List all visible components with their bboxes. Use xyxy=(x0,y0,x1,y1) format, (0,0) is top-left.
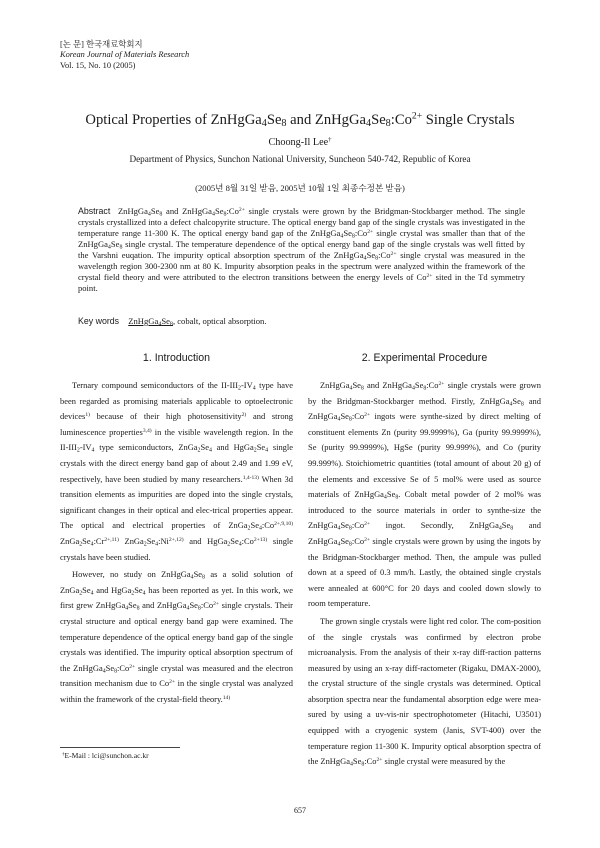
abstract-label: Abstract xyxy=(78,206,111,216)
paper-title: Optical Properties of $ZnHgGa_4Se_8$ and $ZnHgGa_4Se_8:Co^{2+}$ Single Crystals xyxy=(85,110,515,130)
footnote-divider xyxy=(60,747,180,748)
experimental-paragraph-2: The grown single crystals were light red color. The com-position of the single crystals was confirmed by electron probe microanalysis. From the analysis of their x-ray diff-raction patterns measured by using an x-ray diff-ractometer (Rigaku, DMAX-2000), the crystal structure of the single crystals was determined. Optical absorption spectra near the fundamental absorption edge were mea-sured by using a uv-vis-nir spectrophotometer (Hitachi, U3501) equipped with a cryogenic system (Janis, SVT-400) over the temperature region 11-300 K. Impurity optical absorption spectra of the $ZnHgGa_4Se_8:Co^{2+}$ single crystal were measured by the xyxy=(308,615,541,768)
journal-header xyxy=(60,40,189,71)
keywords-rest: , cobalt, optical absorption. xyxy=(172,316,267,326)
received-dates: (2005년 8월 31일 받음, 2005년 10월 1일 최종수정본 받음) xyxy=(195,183,405,193)
keyword-first: $ZnHgGa_4Se_8$ xyxy=(128,316,173,328)
intro-paragraph-2: However, no study on $ZnHgGa_4Se_8$ as a solid solution of $ZnGa_2Se_4$ and $HgGa_2Se_4$ has been reported as yet. In this work, we first grew $ZnHgGa_4Se_8$ and $ZnHgGa_4Se_8:Co^{2+}$ single crystals. Their crystal structure and optical energy band gap were examined. The temperature dependence of the optical energy band gap of the single crystals was identified. The impurity optical absorption spectrum of the $ZnHgGa_4Se_8:Co^{2+}$ single crystal was measured and the electron transition mechanism due to $Co^{2+}$ in the single crystal was analyzed within the framework of the crystal-field theory.$^{14)}$ xyxy=(60,569,294,704)
page-number: 657 xyxy=(294,806,306,815)
keywords-label: Key words xyxy=(78,316,120,326)
experimental-paragraph-1: $ZnHgGa_4Se_8$ and $ZnHgGa_4Se_8:Co^{2+}$ single crystals were grown by the Bridgman-Stockbarger method. Firstly, $ZnHgGa_4Se_8$ and $ZnHgGa_4Se_8:Co^{2+}$ ingots were synthe-sized by direct melting of constituent elements Zn (purity 99.9999%), Ga (purity 99.9999%), Se (purity 99.9999%), HgSe (purity 99.999%), and Co (purity 99.999%). Stoichiometric quantities (total amount of about 20 g) of the elements and excessive Se of 5 mol% were used as source materials of $ZnHgGa_4Se_8$. Cobalt metal powder of 2 mol% was introduced to the source materials in order to synthe-size the $ZnHgGa_4Se_8:Co^{2+}$ ingot. Secondly, $ZnHgGa_4Se_8$ and $ZnHgGa_4Se_8:Co^{2+}$ single crystals were grown by using the ingots by the Bridgman-Stockbarger method. Then, the ampule was pulled down at a speed of 0.3 mm/h. Lastly, the obtained single crystals were annealed at 600°C for 20 days and cooled down slowly to room temperature. xyxy=(308,380,541,609)
journal-volume: Vol. 15, No. 10 (2005) xyxy=(60,60,136,70)
abstract-text: $ZnHgGa_4Se_8$ and $ZnHgGa_4Se_8:Co^{2+}$ single crystals were grown by the Bridgman-Stockbarger method. The single crystals crystallized into a defect chalcopyrite structure. The optical energy band gap of the single crystals was investigated in the temperature range 11-300 K. The optical energy band gap of the $ZnHgGa_4Se_8:Co^{2+}$ single crystal was smaller than that of the $ZnHgGa_4Se_8$ single crystal. The temperature dependence of the optical energy band gap of the single crystals was well fitted by the Varshni euqation. The impurity optical absorption spectrum of the $ZnHgGa_4Se_8:Co^{2+}$ single crystal was measured in the wavelength region 300-2300 nm at 80 K. Impurity absorption peaks in the spectrum were analyzed within the framework of the crystal field theory and were attributed to the electron transitions between the energy levels of $Co^{2+}$ sited in the Td symmetry point. xyxy=(78,206,525,293)
experimental-column xyxy=(308,378,541,770)
footnote-email: †E-Mail : lci@sunchon.ac.kr xyxy=(62,751,149,760)
intro-heading: 1. Introduction xyxy=(142,352,211,364)
journal-type-korean: [논 문] 한국재료학회지 xyxy=(60,40,143,49)
author: Choong-Il Lee† xyxy=(268,136,332,148)
intro-column xyxy=(60,378,293,707)
keywords xyxy=(78,316,267,326)
abstract xyxy=(78,206,525,294)
journal-name: Korean Journal of Materials Research xyxy=(60,50,190,60)
intro-paragraph-1: Ternary compound semiconductors of the $II-III_2-IV_4$ type have been regarded as promising materials applicable to optoelectronic devices$^{1)}$ because of their high photosensitivity$^{2)}$ and strong luminescence properties$^{3,4)}$ in the visible wavelength region. In the $II-III_2-IV_4$ type semiconductors, $ZnGa_2Se_4$ and $HgGa_2Se_4$ single crystals with the direct energy band gap of about 2.49 and 1.99 eV, respectively, have been studied by many researchers.$^{1,4-13)}$ When 3d transition elements as impurities are doped into the single crystals, significant changes in their optical and elec-trical properties appear. The optical and electrical properties of $ZnGa_2Se_4:Co^{2+,9,10)}$ $ZnGa_2Se_4:Cr^{2+,11)}$ $ZnGa_2Se_4:Ni^{2+,12)}$ and $HgGa_2Se_4:Co^{2+13)}$ single crystals have been studied. xyxy=(60,380,293,562)
experimental-heading: 2. Experimental Procedure xyxy=(361,352,488,364)
affiliation: Department of Physics, Sunchon National University, Suncheon 540-742, Republic of Korea xyxy=(129,154,471,164)
